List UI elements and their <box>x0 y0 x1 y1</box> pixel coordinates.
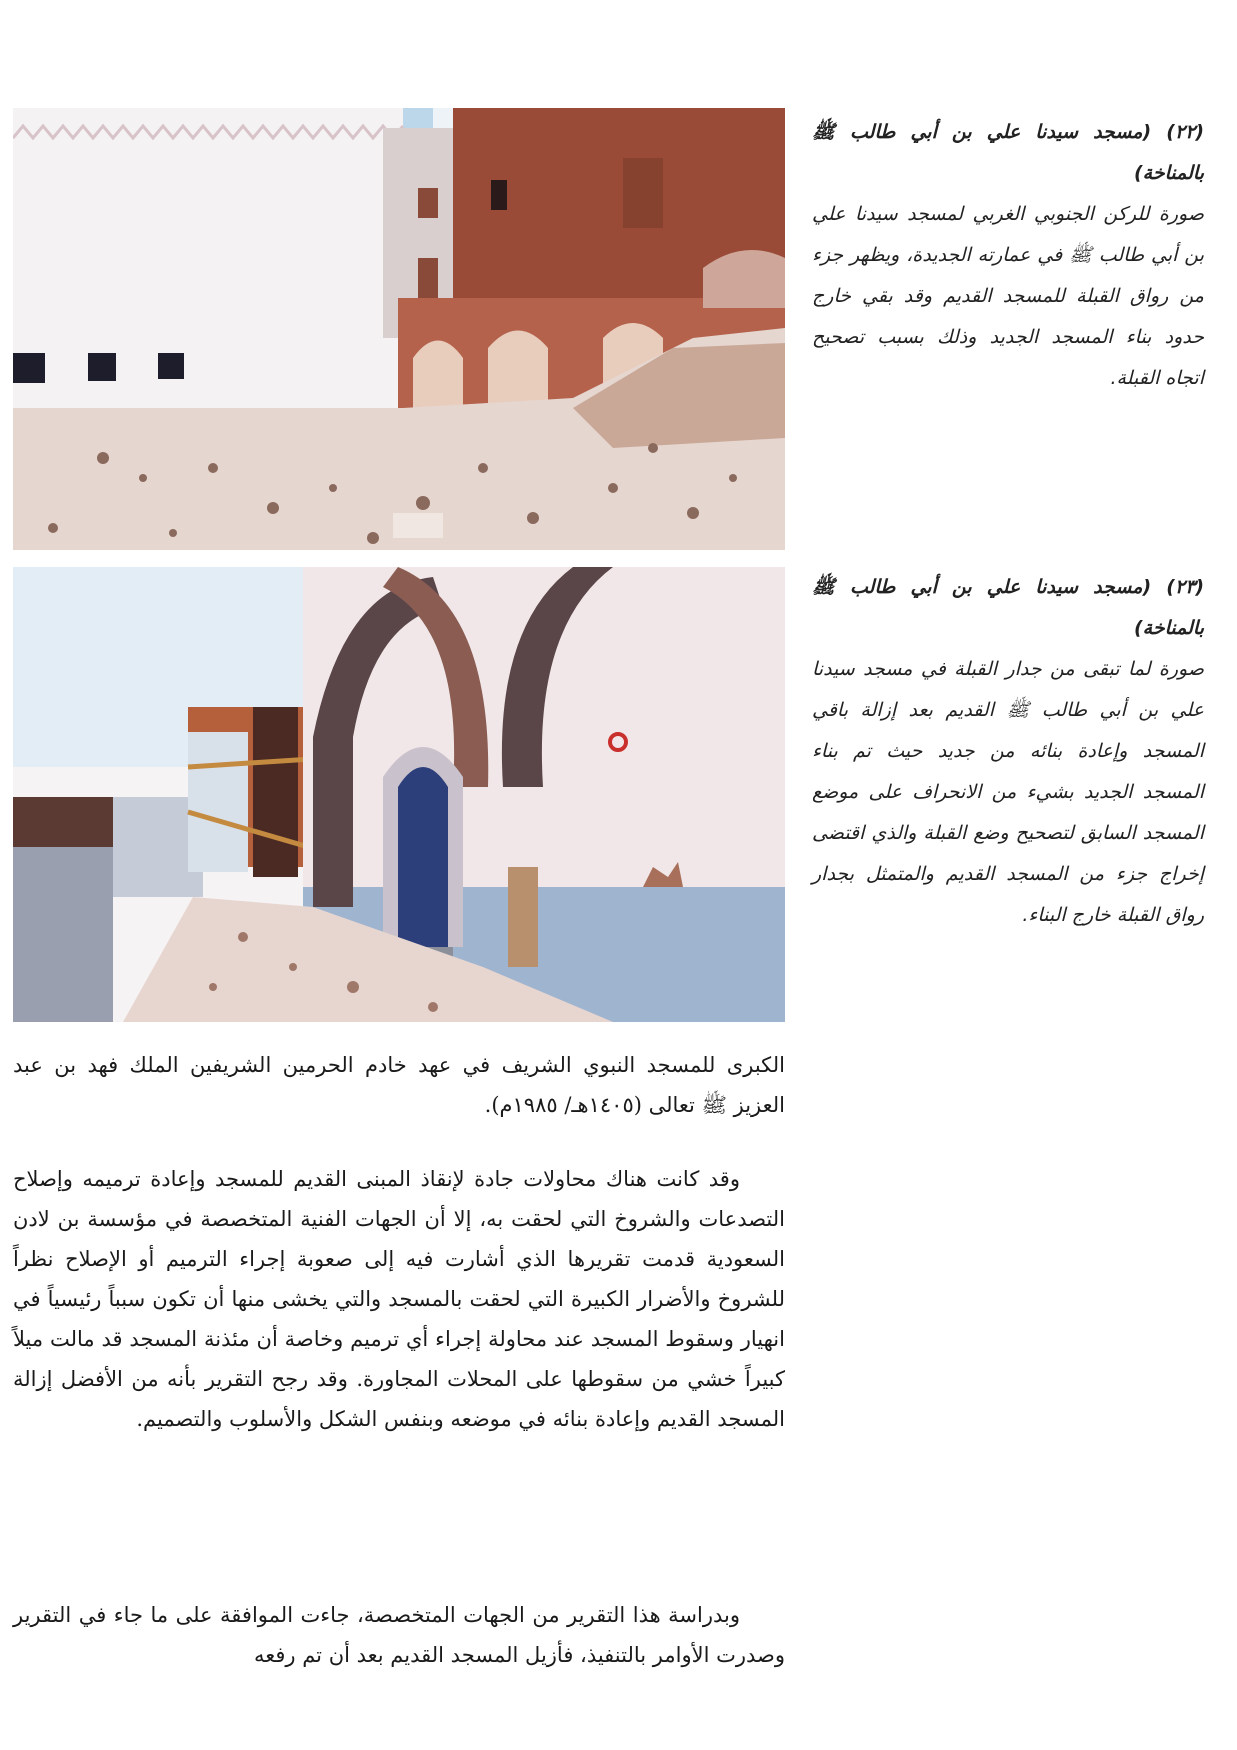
body-paragraph: وبدراسة هذا التقرير من الجهات المتخصصة، جاءت الموافقة على ما جاء في التقرير وصدرت الأوامر بالتنفيذ، فأزيل المسجد القديم بعد أن تم رفعه <box>13 1603 785 1667</box>
caption-photo-23 <box>812 567 1204 936</box>
caption-title: (٢٢) (مسجد سيدنا علي بن أبي طالب ﷺ بالمناخة) <box>812 121 1204 184</box>
photo-old-qibla-wall <box>13 567 785 1022</box>
photo-old-qibla-wall-image <box>13 567 785 1022</box>
caption-photo-22 <box>812 112 1204 399</box>
photo-mosque-southwest-corner-image <box>13 108 785 550</box>
body-paragraph: وقد كانت هناك محاولات جادة لإنقاذ المبنى القديم للمسجد وإعادة ترميمه وإصلاح التصدعات والشروخ التي لحقت به، إلا أن الجهات الفنية المتخصصة في مؤسسة بن لادن السعودية قدمت تقريرها الذي أشارت فيه إلى صعوبة إجراء الترميم أو الإصلاح نظراً للشروخ والأضرار الكبيرة التي لحقت بالمسجد والتي يخشى منها أن تكون سبباً رئيسياً في انهيار وسقوط المسجد عند محاولة إجراء أي ترميم وخاصة أن مئذنة المسجد قد مالت ميلاً كبيراً خشي من سقوطها على المحلات المجاورة. وقد رجح التقرير بأنه من الأفضل إزالة المسجد القديم وإعادة بنائه في موضعه وبنفس الشكل والأسلوب والتصميم. <box>13 1167 785 1431</box>
caption-title: (٢٣) (مسجد سيدنا علي بن أبي طالب ﷺ بالمناخة) <box>812 576 1204 639</box>
body-paragraph: الكبرى للمسجد النبوي الشريف في عهد خادم الحرمين الشريفين الملك فهد بن عبد العزيز ﷺ تعالى (١٤٠٥هـ/ ١٩٨٥م). <box>13 1053 785 1117</box>
caption-body: صورة للركن الجنوبي الغربي لمسجد سيدنا علي بن أبي طالب ﷺ في عمارته الجديدة، ويظهر جزء من رواق القبلة للمسجد القديم وقد بقي خارج حدود بناء المسجد الجديد وذلك بسبب تصحيح اتجاه القبلة. <box>812 203 1204 389</box>
caption-body: صورة لما تبقى من جدار القبلة في مسجد سيدنا علي بن أبي طالب ﷺ القديم بعد إزالة باقي المسجد وإعادة بنائه من جديد حيث تم بناء المسجد الجديد بشيء من الانحراف على موضع المسجد السابق لتصحيح وضع القبلة والذي اقتضى إخراج جزء من المسجد القديم والمتمثل بجدار رواق القبلة خارج البناء. <box>812 658 1204 926</box>
photo-mosque-southwest-corner <box>13 108 785 550</box>
